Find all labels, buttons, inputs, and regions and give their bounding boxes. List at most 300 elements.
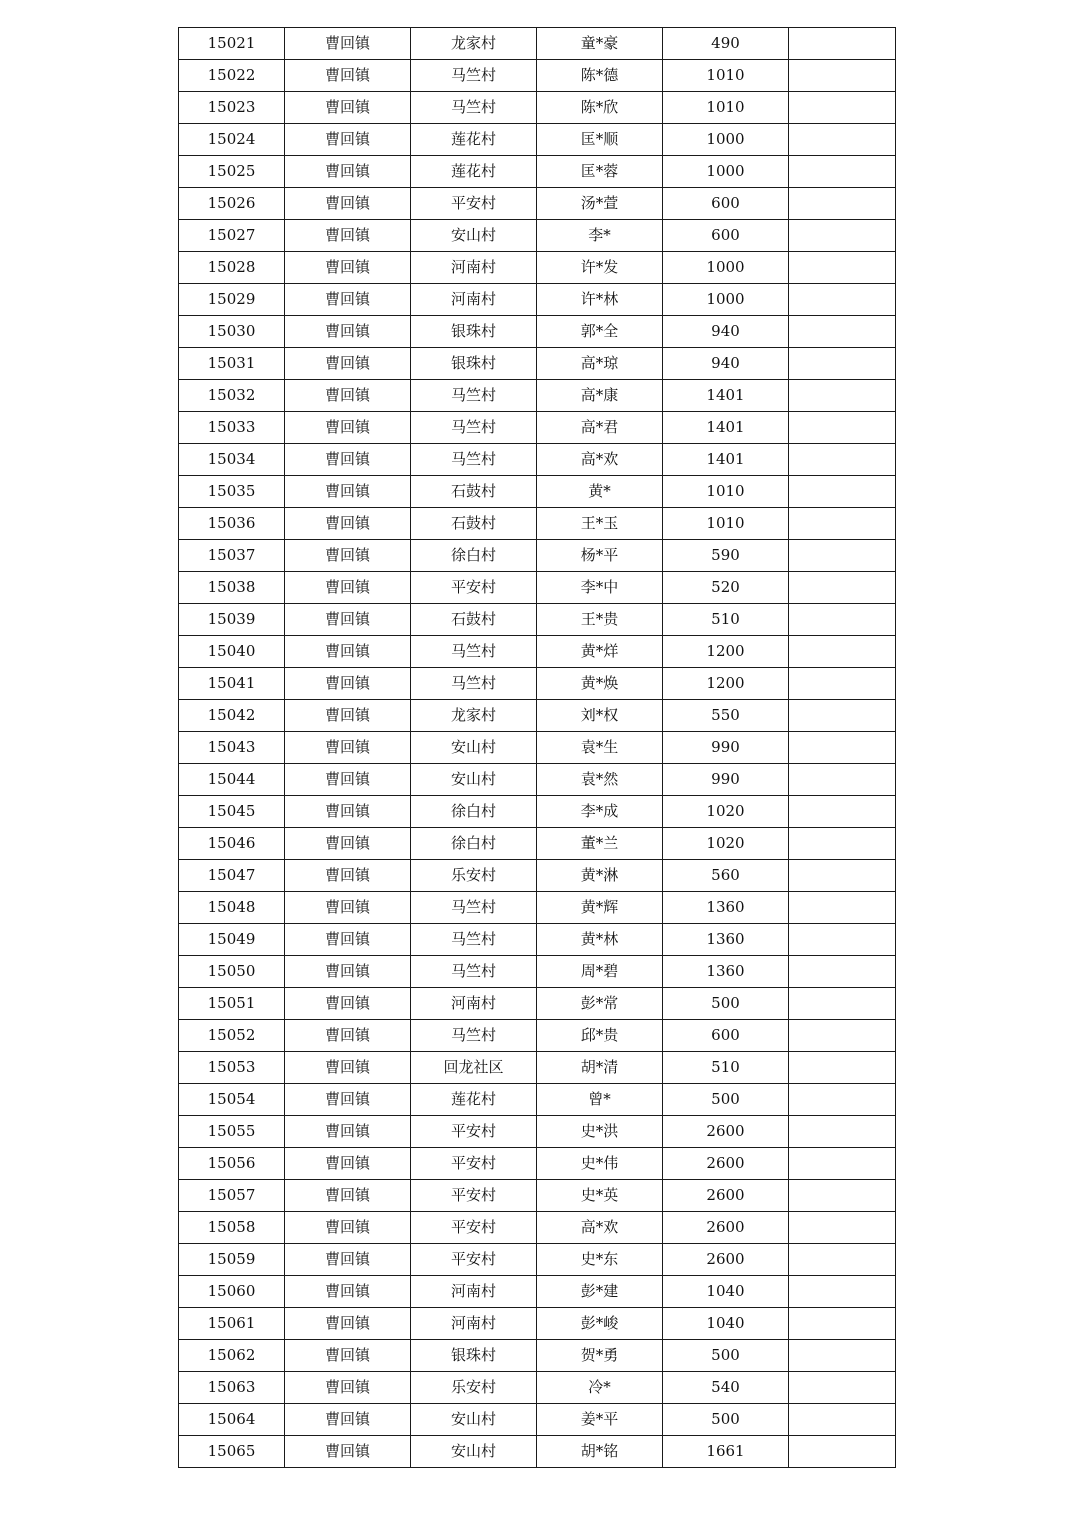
serial-number-cell: 15063 [179, 1372, 285, 1404]
remark-cell [789, 828, 896, 860]
table-row [179, 28, 896, 60]
serial-number-cell: 15039 [179, 604, 285, 636]
serial-number-cell: 15035 [179, 476, 285, 508]
serial-number-cell: 15048 [179, 892, 285, 924]
serial-number-cell: 15053 [179, 1052, 285, 1084]
serial-number-cell: 15051 [179, 988, 285, 1020]
remark-cell [789, 572, 896, 604]
table-row [179, 700, 896, 732]
serial-number-cell: 15025 [179, 156, 285, 188]
town-cell: 曹回镇 [285, 860, 411, 892]
serial-number-cell: 15031 [179, 348, 285, 380]
name-cell: 胡*清 [537, 1052, 663, 1084]
serial-number-cell: 15029 [179, 284, 285, 316]
roster-table [178, 27, 896, 1468]
roster-table-body [179, 28, 896, 1468]
table-row [179, 1244, 896, 1276]
village-cell: 安山村 [411, 220, 537, 252]
town-cell: 曹回镇 [285, 1084, 411, 1116]
amount-cell: 1010 [663, 60, 789, 92]
town-cell: 曹回镇 [285, 572, 411, 604]
table-row [179, 252, 896, 284]
serial-number-cell: 15054 [179, 1084, 285, 1116]
table-row [179, 636, 896, 668]
amount-cell: 1010 [663, 508, 789, 540]
name-cell: 彭*常 [537, 988, 663, 1020]
serial-number-cell: 15040 [179, 636, 285, 668]
amount-cell: 550 [663, 700, 789, 732]
name-cell: 黄*辉 [537, 892, 663, 924]
remark-cell [789, 604, 896, 636]
village-cell: 马竺村 [411, 412, 537, 444]
table-row [179, 1276, 896, 1308]
remark-cell [789, 380, 896, 412]
name-cell: 姜*平 [537, 1404, 663, 1436]
name-cell: 李*中 [537, 572, 663, 604]
remark-cell [789, 1212, 896, 1244]
amount-cell: 1401 [663, 412, 789, 444]
village-cell: 徐白村 [411, 540, 537, 572]
amount-cell: 1401 [663, 380, 789, 412]
village-cell: 河南村 [411, 1308, 537, 1340]
town-cell: 曹回镇 [285, 1404, 411, 1436]
village-cell: 平安村 [411, 1244, 537, 1276]
amount-cell: 2600 [663, 1244, 789, 1276]
name-cell: 高*琼 [537, 348, 663, 380]
village-cell: 马竺村 [411, 892, 537, 924]
name-cell: 高*君 [537, 412, 663, 444]
serial-number-cell: 15050 [179, 956, 285, 988]
name-cell: 刘*权 [537, 700, 663, 732]
name-cell: 彭*建 [537, 1276, 663, 1308]
amount-cell: 2600 [663, 1212, 789, 1244]
village-cell: 平安村 [411, 572, 537, 604]
town-cell: 曹回镇 [285, 636, 411, 668]
amount-cell: 1020 [663, 796, 789, 828]
name-cell: 陈*欣 [537, 92, 663, 124]
name-cell: 匡*蓉 [537, 156, 663, 188]
table-row [179, 1340, 896, 1372]
serial-number-cell: 15046 [179, 828, 285, 860]
remark-cell [789, 92, 896, 124]
table-row [179, 156, 896, 188]
amount-cell: 500 [663, 988, 789, 1020]
town-cell: 曹回镇 [285, 1340, 411, 1372]
amount-cell: 940 [663, 348, 789, 380]
amount-cell: 1010 [663, 92, 789, 124]
name-cell: 李* [537, 220, 663, 252]
town-cell: 曹回镇 [285, 444, 411, 476]
village-cell: 河南村 [411, 988, 537, 1020]
remark-cell [789, 220, 896, 252]
village-cell: 平安村 [411, 1148, 537, 1180]
table-row [179, 796, 896, 828]
remark-cell [789, 764, 896, 796]
amount-cell: 1000 [663, 284, 789, 316]
name-cell: 胡*铭 [537, 1436, 663, 1468]
name-cell: 周*碧 [537, 956, 663, 988]
amount-cell: 990 [663, 732, 789, 764]
serial-number-cell: 15058 [179, 1212, 285, 1244]
remark-cell [789, 1180, 896, 1212]
village-cell: 石鼓村 [411, 604, 537, 636]
village-cell: 马竺村 [411, 956, 537, 988]
remark-cell [789, 508, 896, 540]
town-cell: 曹回镇 [285, 668, 411, 700]
amount-cell: 540 [663, 1372, 789, 1404]
village-cell: 平安村 [411, 1180, 537, 1212]
amount-cell: 590 [663, 540, 789, 572]
village-cell: 平安村 [411, 188, 537, 220]
amount-cell: 600 [663, 188, 789, 220]
town-cell: 曹回镇 [285, 60, 411, 92]
table-row [179, 348, 896, 380]
name-cell: 郭*全 [537, 316, 663, 348]
town-cell: 曹回镇 [285, 1372, 411, 1404]
remark-cell [789, 28, 896, 60]
remark-cell [789, 124, 896, 156]
name-cell: 高*欢 [537, 444, 663, 476]
serial-number-cell: 15055 [179, 1116, 285, 1148]
amount-cell: 510 [663, 1052, 789, 1084]
name-cell: 杨*平 [537, 540, 663, 572]
name-cell: 高*欢 [537, 1212, 663, 1244]
amount-cell: 1360 [663, 956, 789, 988]
town-cell: 曹回镇 [285, 1116, 411, 1148]
table-row [179, 1212, 896, 1244]
town-cell: 曹回镇 [285, 1308, 411, 1340]
amount-cell: 2600 [663, 1116, 789, 1148]
remark-cell [789, 188, 896, 220]
name-cell: 王*贵 [537, 604, 663, 636]
amount-cell: 560 [663, 860, 789, 892]
amount-cell: 510 [663, 604, 789, 636]
table-row [179, 1020, 896, 1052]
town-cell: 曹回镇 [285, 796, 411, 828]
serial-number-cell: 15045 [179, 796, 285, 828]
town-cell: 曹回镇 [285, 732, 411, 764]
remark-cell [789, 316, 896, 348]
amount-cell: 940 [663, 316, 789, 348]
table-row [179, 1404, 896, 1436]
village-cell: 安山村 [411, 732, 537, 764]
remark-cell [789, 348, 896, 380]
table-row [179, 1308, 896, 1340]
amount-cell: 500 [663, 1340, 789, 1372]
serial-number-cell: 15037 [179, 540, 285, 572]
remark-cell [789, 156, 896, 188]
remark-cell [789, 540, 896, 572]
name-cell: 黄*林 [537, 924, 663, 956]
village-cell: 河南村 [411, 284, 537, 316]
name-cell: 许*林 [537, 284, 663, 316]
town-cell: 曹回镇 [285, 476, 411, 508]
table-row [179, 892, 896, 924]
name-cell: 史*东 [537, 1244, 663, 1276]
name-cell: 黄*焕 [537, 668, 663, 700]
amount-cell: 500 [663, 1084, 789, 1116]
table-row [179, 92, 896, 124]
remark-cell [789, 892, 896, 924]
town-cell: 曹回镇 [285, 988, 411, 1020]
name-cell: 贺*勇 [537, 1340, 663, 1372]
town-cell: 曹回镇 [285, 828, 411, 860]
table-row [179, 668, 896, 700]
table-row [179, 540, 896, 572]
table-row [179, 828, 896, 860]
village-cell: 河南村 [411, 252, 537, 284]
serial-number-cell: 15034 [179, 444, 285, 476]
village-cell: 莲花村 [411, 1084, 537, 1116]
name-cell: 史*英 [537, 1180, 663, 1212]
table-row [179, 1052, 896, 1084]
town-cell: 曹回镇 [285, 220, 411, 252]
name-cell: 许*发 [537, 252, 663, 284]
remark-cell [789, 1308, 896, 1340]
serial-number-cell: 15023 [179, 92, 285, 124]
amount-cell: 2600 [663, 1148, 789, 1180]
serial-number-cell: 15044 [179, 764, 285, 796]
remark-cell [789, 700, 896, 732]
name-cell: 袁*生 [537, 732, 663, 764]
village-cell: 安山村 [411, 1436, 537, 1468]
serial-number-cell: 15052 [179, 1020, 285, 1052]
village-cell: 马竺村 [411, 1020, 537, 1052]
amount-cell: 1200 [663, 668, 789, 700]
town-cell: 曹回镇 [285, 764, 411, 796]
amount-cell: 490 [663, 28, 789, 60]
town-cell: 曹回镇 [285, 540, 411, 572]
town-cell: 曹回镇 [285, 284, 411, 316]
name-cell: 史*洪 [537, 1116, 663, 1148]
village-cell: 乐安村 [411, 1372, 537, 1404]
serial-number-cell: 15064 [179, 1404, 285, 1436]
table-row [179, 956, 896, 988]
serial-number-cell: 15056 [179, 1148, 285, 1180]
amount-cell: 1000 [663, 124, 789, 156]
amount-cell: 990 [663, 764, 789, 796]
name-cell: 黄*烊 [537, 636, 663, 668]
table-row [179, 1372, 896, 1404]
table-row [179, 1436, 896, 1468]
serial-number-cell: 15033 [179, 412, 285, 444]
town-cell: 曹回镇 [285, 1052, 411, 1084]
table-row [179, 508, 896, 540]
village-cell: 马竺村 [411, 60, 537, 92]
serial-number-cell: 15049 [179, 924, 285, 956]
serial-number-cell: 15047 [179, 860, 285, 892]
table-row [179, 188, 896, 220]
table-row [179, 380, 896, 412]
remark-cell [789, 1052, 896, 1084]
town-cell: 曹回镇 [285, 924, 411, 956]
village-cell: 马竺村 [411, 444, 537, 476]
town-cell: 曹回镇 [285, 1244, 411, 1276]
remark-cell [789, 796, 896, 828]
town-cell: 曹回镇 [285, 1180, 411, 1212]
town-cell: 曹回镇 [285, 156, 411, 188]
serial-number-cell: 15030 [179, 316, 285, 348]
remark-cell [789, 284, 896, 316]
serial-number-cell: 15060 [179, 1276, 285, 1308]
village-cell: 龙家村 [411, 700, 537, 732]
town-cell: 曹回镇 [285, 92, 411, 124]
remark-cell [789, 668, 896, 700]
village-cell: 莲花村 [411, 124, 537, 156]
remark-cell [789, 1020, 896, 1052]
table-row [179, 732, 896, 764]
remark-cell [789, 1340, 896, 1372]
table-row [179, 1116, 896, 1148]
remark-cell [789, 1436, 896, 1468]
name-cell: 匡*顺 [537, 124, 663, 156]
town-cell: 曹回镇 [285, 1276, 411, 1308]
village-cell: 银珠村 [411, 1340, 537, 1372]
amount-cell: 2600 [663, 1180, 789, 1212]
village-cell: 乐安村 [411, 860, 537, 892]
serial-number-cell: 15032 [179, 380, 285, 412]
table-row [179, 924, 896, 956]
town-cell: 曹回镇 [285, 348, 411, 380]
serial-number-cell: 15024 [179, 124, 285, 156]
remark-cell [789, 1372, 896, 1404]
amount-cell: 1010 [663, 476, 789, 508]
town-cell: 曹回镇 [285, 892, 411, 924]
village-cell: 银珠村 [411, 348, 537, 380]
remark-cell [789, 924, 896, 956]
village-cell: 马竺村 [411, 924, 537, 956]
town-cell: 曹回镇 [285, 1212, 411, 1244]
village-cell: 石鼓村 [411, 508, 537, 540]
remark-cell [789, 636, 896, 668]
village-cell: 马竺村 [411, 668, 537, 700]
remark-cell [789, 1404, 896, 1436]
name-cell: 陈*德 [537, 60, 663, 92]
amount-cell: 1661 [663, 1436, 789, 1468]
table-row [179, 60, 896, 92]
name-cell: 王*玉 [537, 508, 663, 540]
village-cell: 平安村 [411, 1212, 537, 1244]
remark-cell [789, 956, 896, 988]
remark-cell [789, 444, 896, 476]
name-cell: 童*豪 [537, 28, 663, 60]
name-cell: 董*兰 [537, 828, 663, 860]
name-cell: 曾* [537, 1084, 663, 1116]
amount-cell: 1040 [663, 1308, 789, 1340]
name-cell: 黄*淋 [537, 860, 663, 892]
serial-number-cell: 15027 [179, 220, 285, 252]
village-cell: 安山村 [411, 1404, 537, 1436]
town-cell: 曹回镇 [285, 700, 411, 732]
amount-cell: 1020 [663, 828, 789, 860]
town-cell: 曹回镇 [285, 252, 411, 284]
town-cell: 曹回镇 [285, 28, 411, 60]
town-cell: 曹回镇 [285, 956, 411, 988]
serial-number-cell: 15057 [179, 1180, 285, 1212]
village-cell: 马竺村 [411, 92, 537, 124]
amount-cell: 500 [663, 1404, 789, 1436]
town-cell: 曹回镇 [285, 604, 411, 636]
serial-number-cell: 15021 [179, 28, 285, 60]
village-cell: 石鼓村 [411, 476, 537, 508]
town-cell: 曹回镇 [285, 124, 411, 156]
amount-cell: 1401 [663, 444, 789, 476]
serial-number-cell: 15026 [179, 188, 285, 220]
name-cell: 冷* [537, 1372, 663, 1404]
amount-cell: 600 [663, 1020, 789, 1052]
serial-number-cell: 15042 [179, 700, 285, 732]
town-cell: 曹回镇 [285, 412, 411, 444]
table-row [179, 1084, 896, 1116]
remark-cell [789, 1084, 896, 1116]
village-cell: 徐白村 [411, 796, 537, 828]
remark-cell [789, 988, 896, 1020]
village-cell: 安山村 [411, 764, 537, 796]
name-cell: 袁*然 [537, 764, 663, 796]
amount-cell: 520 [663, 572, 789, 604]
village-cell: 河南村 [411, 1276, 537, 1308]
remark-cell [789, 1116, 896, 1148]
amount-cell: 1040 [663, 1276, 789, 1308]
town-cell: 曹回镇 [285, 508, 411, 540]
table-row [179, 284, 896, 316]
name-cell: 邱*贵 [537, 1020, 663, 1052]
table-row [179, 476, 896, 508]
remark-cell [789, 1276, 896, 1308]
town-cell: 曹回镇 [285, 1020, 411, 1052]
town-cell: 曹回镇 [285, 380, 411, 412]
town-cell: 曹回镇 [285, 1436, 411, 1468]
table-row [179, 124, 896, 156]
amount-cell: 1200 [663, 636, 789, 668]
village-cell: 马竺村 [411, 380, 537, 412]
serial-number-cell: 15041 [179, 668, 285, 700]
village-cell: 莲花村 [411, 156, 537, 188]
name-cell: 彭*峻 [537, 1308, 663, 1340]
table-row [179, 1180, 896, 1212]
remark-cell [789, 732, 896, 764]
name-cell: 李*成 [537, 796, 663, 828]
remark-cell [789, 1148, 896, 1180]
table-row [179, 316, 896, 348]
table-row [179, 220, 896, 252]
amount-cell: 1000 [663, 252, 789, 284]
remark-cell [789, 412, 896, 444]
serial-number-cell: 15028 [179, 252, 285, 284]
table-row [179, 1148, 896, 1180]
name-cell: 高*康 [537, 380, 663, 412]
table-row [179, 604, 896, 636]
serial-number-cell: 15043 [179, 732, 285, 764]
remark-cell [789, 1244, 896, 1276]
serial-number-cell: 15022 [179, 60, 285, 92]
town-cell: 曹回镇 [285, 188, 411, 220]
town-cell: 曹回镇 [285, 316, 411, 348]
serial-number-cell: 15038 [179, 572, 285, 604]
name-cell: 汤*萱 [537, 188, 663, 220]
serial-number-cell: 15059 [179, 1244, 285, 1276]
table-row [179, 412, 896, 444]
remark-cell [789, 60, 896, 92]
remark-cell [789, 860, 896, 892]
village-cell: 徐白村 [411, 828, 537, 860]
remark-cell [789, 476, 896, 508]
village-cell: 平安村 [411, 1116, 537, 1148]
table-row [179, 988, 896, 1020]
name-cell: 黄* [537, 476, 663, 508]
serial-number-cell: 15036 [179, 508, 285, 540]
amount-cell: 1360 [663, 924, 789, 956]
